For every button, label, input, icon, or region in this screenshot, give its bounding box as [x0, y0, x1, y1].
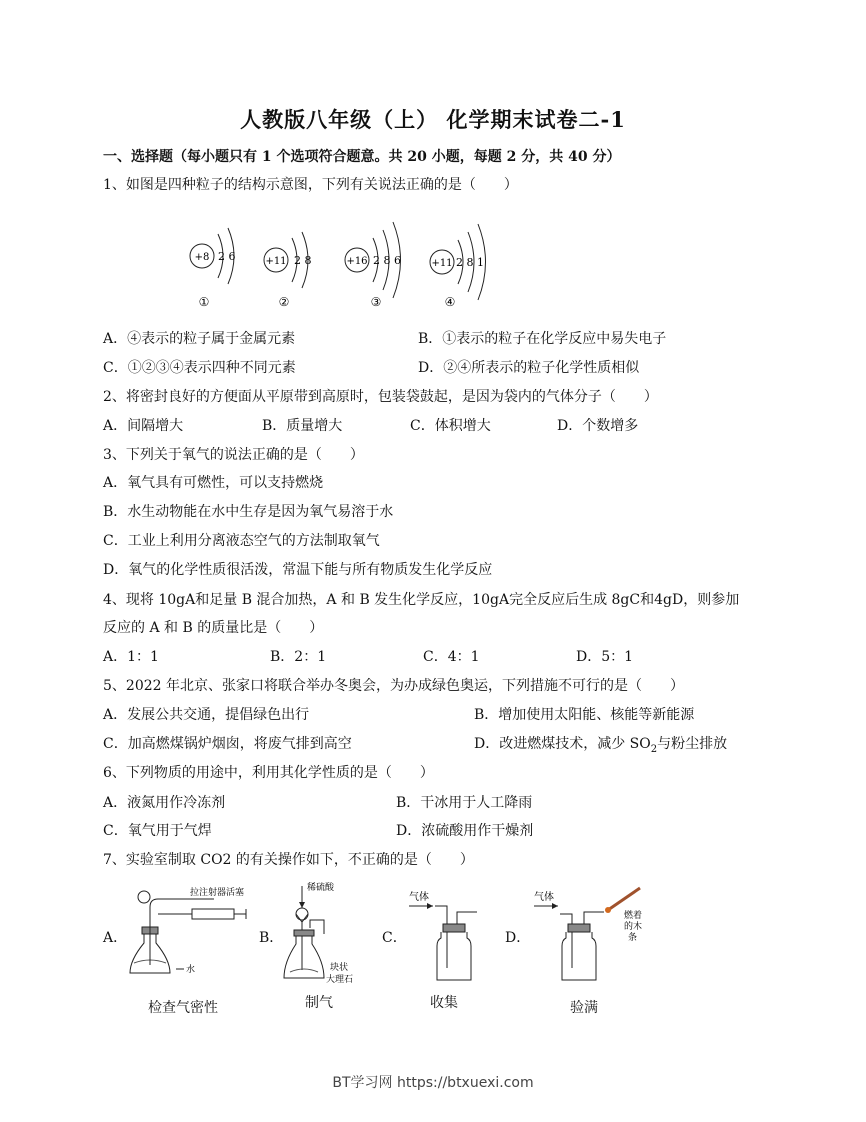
atom-3-nucleus: +16 [346, 256, 368, 267]
atom-3-label: ③ [370, 295, 382, 309]
fig-gas-generation [282, 878, 372, 988]
q4-stem-line1: 4、现将 10gA和足量 B 混合加热，A 和 B 发生化学反应，10gA完全反应后生成 8gC和4gD，则参加 [103, 592, 740, 608]
atom-2-nucleus: +11 [265, 256, 287, 267]
q2-option-a: A．间隔增大 [103, 418, 184, 434]
fig-b-solid-label-2: 大理石 [326, 975, 354, 985]
q7-option-c-letter: C． [382, 930, 407, 946]
q1-option-b: B．①表示的粒子在化学反应中易失电子 [418, 331, 667, 347]
fig-airtightness-check [122, 885, 252, 985]
q5-option-d-sub: 2 [650, 743, 658, 755]
q1-stem: 1、如图是四种粒子的结构示意图，下列有关说法正确的是（ ） [103, 177, 518, 193]
fig-c-gas-label: 气体 [409, 892, 429, 903]
atom-1 [190, 228, 236, 309]
q2-option-c: C．体积增大 [410, 418, 491, 434]
q3-stem: 3、下列关于氧气的说法正确的是（ ） [103, 447, 364, 463]
atom-structure-figure [180, 210, 520, 315]
fig-d-stick-label-2: 的木 [624, 922, 643, 932]
q4-option-c: C．4：1 [423, 649, 480, 665]
q1-option-a: A．④表示的粒子属于金属元素 [103, 331, 296, 347]
fig-a-plunger-label: 拉注射器活塞 [190, 888, 245, 898]
atom-3 [345, 222, 401, 309]
caption-collection: 收集 [430, 995, 458, 1011]
q5-stem: 5、2022 年北京、张家口将联合举办冬奥会，为办成绿色奥运，下列措施不可行的是（ ） [103, 678, 684, 694]
q1-option-d: D．②④所表示的粒子化学性质相似 [418, 360, 640, 376]
q4-option-b: B．2：1 [270, 649, 327, 665]
fig-d-stick-label-1: 燃着 [624, 911, 643, 921]
atom-2 [264, 232, 312, 309]
q3-option-c: C．工业上利用分离液态空气的方法制取氧气 [103, 533, 380, 549]
q3-option-d: D．氧气的化学性质很活泼，常温下能与所有物质发生化学反应 [103, 562, 493, 578]
q5-option-c: C．加高燃煤锅炉烟囱，将废气排到高空 [103, 736, 352, 752]
q7-option-d-letter: D． [505, 930, 531, 946]
q6-stem: 6、下列物质的用途中，利用其化学性质的是（ ） [103, 765, 434, 781]
fig-d-stick-label-3: 条 [628, 933, 638, 943]
q1-option-c: C．①②③④表示四种不同元素 [103, 360, 296, 376]
q6-option-a: A．液氮用作冷冻剂 [103, 795, 226, 811]
caption-full-check: 验满 [570, 1000, 598, 1016]
page-footer: BT学习网 https://btxuexi.com [332, 1075, 534, 1091]
atom-4 [430, 224, 486, 309]
q3-option-b: B．水生动物能在水中生存是因为氧气易溶于水 [103, 504, 394, 520]
atom-2-shells: 2 8 [294, 254, 312, 267]
q2-stem: 2、将密封良好的方便面从平原带到高原时，包装袋鼓起，是因为袋内的气体分子（ ） [103, 389, 658, 405]
q4-option-d: D．5：1 [576, 649, 634, 665]
q4-option-a: A．1：1 [103, 649, 159, 665]
q5-option-b: B．增加使用太阳能、核能等新能源 [474, 707, 695, 723]
fig-gas-collection [405, 888, 495, 988]
q5-option-a: A．发展公共交通，提倡绿色出行 [103, 707, 310, 723]
atom-4-shells: 2 8 1 [456, 256, 484, 269]
fig-d-gas-label: 气体 [534, 892, 554, 903]
q7-option-a-letter: A． [103, 930, 128, 946]
fig-a-water-label: 水 [186, 965, 196, 975]
atom-1-label: ① [198, 295, 210, 309]
q3-option-a: A．氧气具有可燃性，可以支持燃烧 [103, 475, 324, 491]
q6-option-b: B．干冰用于人工降雨 [396, 795, 533, 811]
fig-full-check [530, 884, 650, 988]
q7-stem: 7、实验室制取 CO2 的有关操作如下，不正确的是（ ） [103, 852, 474, 868]
q2-option-d: D．个数增多 [557, 418, 639, 434]
caption-gas-generation: 制气 [305, 995, 333, 1011]
atom-4-label: ④ [444, 295, 456, 309]
q2-option-b: B．质量增大 [262, 418, 343, 434]
fig-b-acid-label: 稀硫酸 [307, 883, 335, 893]
fig-b-solid-label-1: 块状 [330, 963, 349, 973]
q5-option-d [474, 735, 727, 759]
atom-4-nucleus: +11 [431, 258, 453, 269]
atom-1-nucleus: +8 [194, 252, 210, 263]
atom-2-label: ② [278, 295, 290, 309]
q7-option-b-letter: B． [259, 930, 284, 946]
caption-airtightness: 检查气密性 [148, 1000, 218, 1016]
q5-option-d-post: 与粉尘排放 [657, 736, 728, 752]
q6-option-d: D．浓硫酸用作干燥剂 [396, 823, 534, 839]
page-title: 人教版八年级（上） 化学期末试卷二-1 [240, 107, 626, 132]
q4-stem-line2: 反应的 A 和 B 的质量比是（ ） [103, 620, 324, 636]
atom-1-shells: 2 6 [218, 250, 236, 263]
section-heading: 一、选择题（每小题只有 1 个选项符合题意。共 20 小题，每题 2 分，共 40 分） [103, 149, 621, 165]
q6-option-c: C．氧气用于气焊 [103, 823, 212, 839]
q5-option-d-pre: D．改进燃煤技术，减少 SO [474, 736, 651, 752]
atom-3-shells: 2 8 6 [373, 254, 401, 267]
